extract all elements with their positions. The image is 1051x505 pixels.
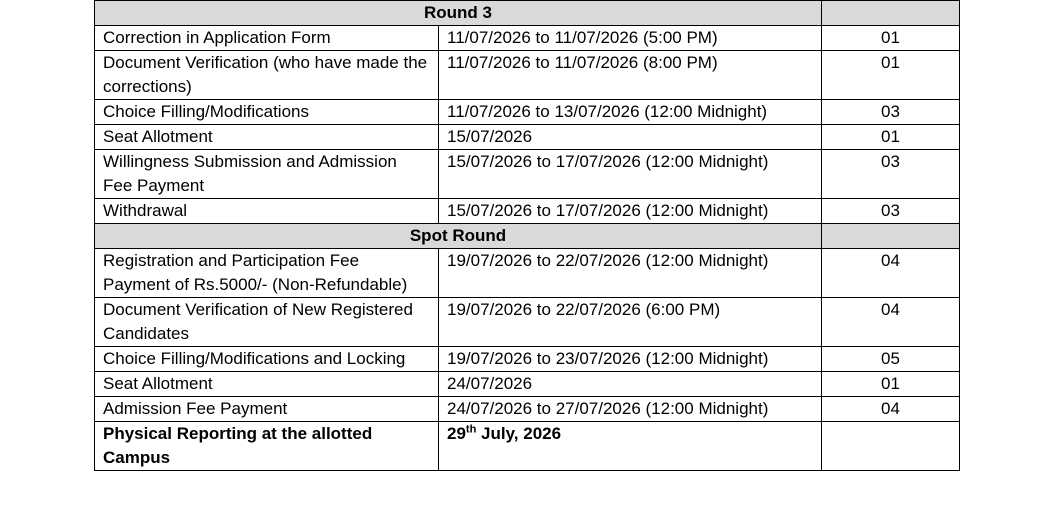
days-cell: 01 xyxy=(822,51,960,100)
schedule-table xyxy=(94,0,960,471)
date-cell xyxy=(439,422,822,471)
activity-cell: Correction in Application Form xyxy=(95,26,439,51)
days-cell: 01 xyxy=(822,26,960,51)
activity-cell: Willingness Submission and Admission Fee Payment xyxy=(95,150,439,199)
activity-cell: Choice Filling/Modifications and Locking xyxy=(95,347,439,372)
date-suffix: th xyxy=(465,423,477,436)
days-cell: 04 xyxy=(822,298,960,347)
section-header-row xyxy=(95,224,960,249)
table-row xyxy=(95,372,960,397)
activity-cell: Choice Filling/Modifications xyxy=(95,100,439,125)
activity-cell: Admission Fee Payment xyxy=(95,397,439,422)
section-title: Round 3 xyxy=(95,1,822,26)
date-cell: 24/07/2026 xyxy=(439,372,822,397)
date-rest: July, 2026 xyxy=(476,424,562,443)
table-row xyxy=(95,199,960,224)
days-cell: 05 xyxy=(822,347,960,372)
date-cell: 11/07/2026 to 11/07/2026 (8:00 PM) xyxy=(439,51,822,100)
activity-cell: Seat Allotment xyxy=(95,372,439,397)
days-cell: 03 xyxy=(822,100,960,125)
date-cell: 15/07/2026 to 17/07/2026 (12:00 Midnight) xyxy=(439,150,822,199)
table-row xyxy=(95,150,960,199)
table-row xyxy=(95,100,960,125)
days-cell: 01 xyxy=(822,372,960,397)
activity-cell: Seat Allotment xyxy=(95,125,439,150)
date-cell: 24/07/2026 to 27/07/2026 (12:00 Midnight) xyxy=(439,397,822,422)
table-row xyxy=(95,249,960,298)
table-row xyxy=(95,397,960,422)
section-title: Spot Round xyxy=(95,224,822,249)
days-cell xyxy=(822,422,960,471)
activity-cell: Registration and Participation Fee Payment of Rs.5000/- (Non-Refundable) xyxy=(95,249,439,298)
table-row xyxy=(95,298,960,347)
days-cell: 01 xyxy=(822,125,960,150)
activity-cell: Withdrawal xyxy=(95,199,439,224)
final-row xyxy=(95,422,960,471)
table-row xyxy=(95,51,960,100)
date-cell: 15/07/2026 to 17/07/2026 (12:00 Midnight) xyxy=(439,199,822,224)
days-cell: 04 xyxy=(822,249,960,298)
date-day: 29 xyxy=(447,424,466,443)
date-cell: 11/07/2026 to 11/07/2026 (5:00 PM) xyxy=(439,26,822,51)
table-row xyxy=(95,125,960,150)
date-cell: 11/07/2026 to 13/07/2026 (12:00 Midnight) xyxy=(439,100,822,125)
activity-cell: Physical Reporting at the allotted Campus xyxy=(95,422,439,471)
section-days-blank xyxy=(822,1,960,26)
activity-cell: Document Verification (who have made the corrections) xyxy=(95,51,439,100)
date-cell: 19/07/2026 to 22/07/2026 (12:00 Midnight) xyxy=(439,249,822,298)
days-cell: 04 xyxy=(822,397,960,422)
section-days-blank xyxy=(822,224,960,249)
days-cell: 03 xyxy=(822,199,960,224)
date-cell: 15/07/2026 xyxy=(439,125,822,150)
date-cell: 19/07/2026 to 22/07/2026 (6:00 PM) xyxy=(439,298,822,347)
section-header-row xyxy=(95,1,960,26)
date-cell: 19/07/2026 to 23/07/2026 (12:00 Midnight) xyxy=(439,347,822,372)
activity-cell: Document Verification of New Registered Candidates xyxy=(95,298,439,347)
days-cell: 03 xyxy=(822,150,960,199)
table-row xyxy=(95,347,960,372)
table-row xyxy=(95,26,960,51)
